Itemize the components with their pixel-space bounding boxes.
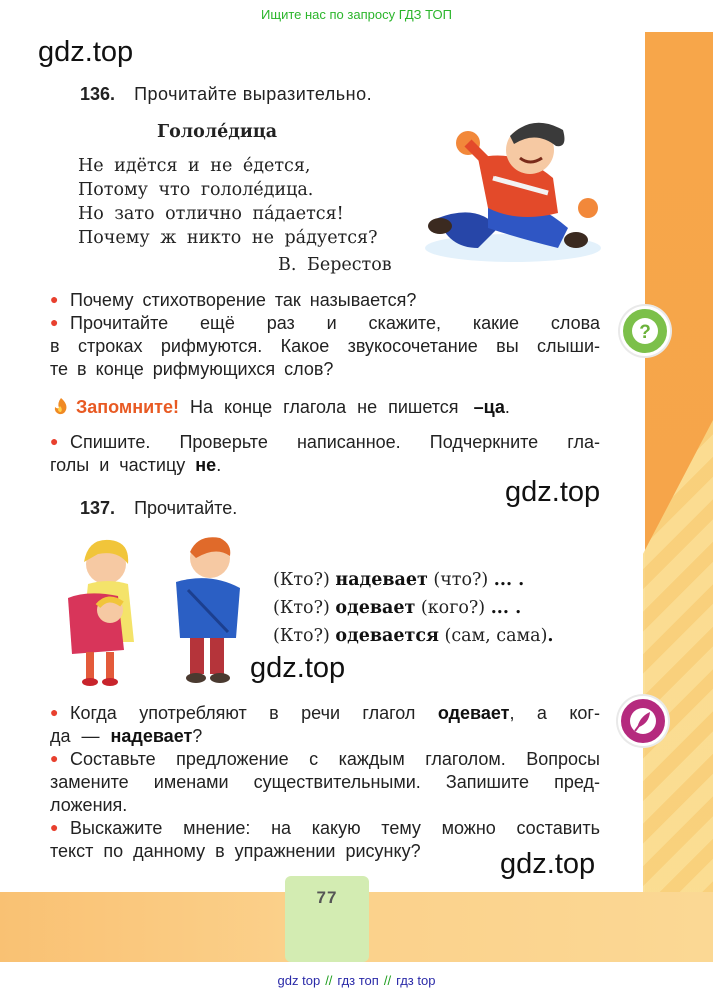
question-4-line: ● Когда употребляют в речи глагол одевает, а ког- [50, 703, 600, 723]
poem-line: Потому что гололе́дица. [78, 180, 314, 200]
watermark: gdz.top [505, 476, 601, 508]
children-dressing-illustration [48, 532, 248, 692]
remember-rule: Запомните! На конце глагола не пишется –ца. [50, 396, 510, 418]
bottom-banner[interactable] [0, 968, 713, 994]
question-5-line: ложения. [50, 795, 128, 815]
bottom-link-3[interactable]: гдз top [396, 973, 436, 988]
exercise-task: Прочитайте выразительно. [134, 84, 373, 104]
question-mark-icon [623, 309, 667, 353]
bullet-icon: ● [50, 819, 59, 835]
exercise-task: Прочитайте. [134, 498, 238, 518]
watermark: gdz.top [38, 36, 134, 68]
poem-author: В. Берестов [278, 255, 392, 275]
bottom-link-1[interactable]: gdz top [277, 973, 321, 988]
exercise-136-header [80, 84, 372, 105]
question-4-line: да — надевает? [50, 726, 203, 746]
poem-line: Почему ж никто не ра́дуется? [78, 228, 378, 248]
flame-icon [50, 396, 72, 416]
poem-line: Но зато отлично па́дается! [78, 204, 344, 224]
bullet-icon: ● [50, 433, 59, 449]
boy-falling-illustration [418, 108, 608, 268]
question-2-line: ● Прочитайте ещё раз и скажите, какие слова [50, 313, 600, 333]
watermark: gdz.top [250, 652, 346, 684]
exercise-137-header [80, 498, 237, 519]
dialog-line: (Кто?) надевает (что?) ... . [273, 570, 525, 590]
bullet-icon: ● [50, 750, 59, 766]
question-6-line: ● Выскажите мнение: на какую тему можно составить [50, 818, 600, 838]
svg-text:?: ? [639, 322, 651, 343]
quill-icon [618, 696, 668, 746]
exercise-number: 136. [80, 84, 116, 104]
suffix: –ца [473, 397, 505, 417]
watermark: gdz.top [500, 848, 596, 880]
question-5-line: ● Составьте предложение с каждым глаголом. Вопросы [50, 749, 600, 769]
question-3-line: голы и частицу не. [50, 455, 222, 475]
question-2-line: в строках рифмуются. Какое звукосочетание вы слыши- [50, 336, 600, 356]
poem-line: Не идётся и не е́дется, [78, 156, 311, 176]
page-number: 77 [316, 888, 338, 907]
question-6-line: текст по данному в упражнении рисунку? [50, 841, 421, 861]
question-icon [620, 306, 670, 356]
bullet-icon: ● [50, 291, 59, 307]
feather-icon [621, 699, 665, 743]
question-2-line: те в конце рифмующихся слов? [50, 359, 334, 379]
bullet-icon: ● [50, 314, 59, 330]
top-banner[interactable]: Ищите нас по запросу ГДЗ ТОП [261, 7, 452, 22]
question-5-line: замените именами существительными. Запишите пред- [50, 772, 600, 792]
question-3-line: ● Спишите. Проверьте написанное. Подчеркните гла- [50, 432, 600, 452]
dialog-line: (Кто?) одевается (сам, сама). [273, 626, 554, 646]
bullet-icon: ● [50, 704, 59, 720]
bottom-link-2[interactable]: гдз топ [337, 973, 379, 988]
dialog-line: (Кто?) одевает (кого?) ... . [273, 598, 522, 618]
remember-label: Запомните! [76, 397, 179, 417]
separator: // [383, 973, 392, 988]
separator: // [325, 973, 333, 988]
question-1: ● Почему стихотворение так называется? [50, 290, 417, 310]
exercise-number: 137. [80, 498, 116, 518]
poem-title: Гололе́дица [157, 122, 278, 142]
